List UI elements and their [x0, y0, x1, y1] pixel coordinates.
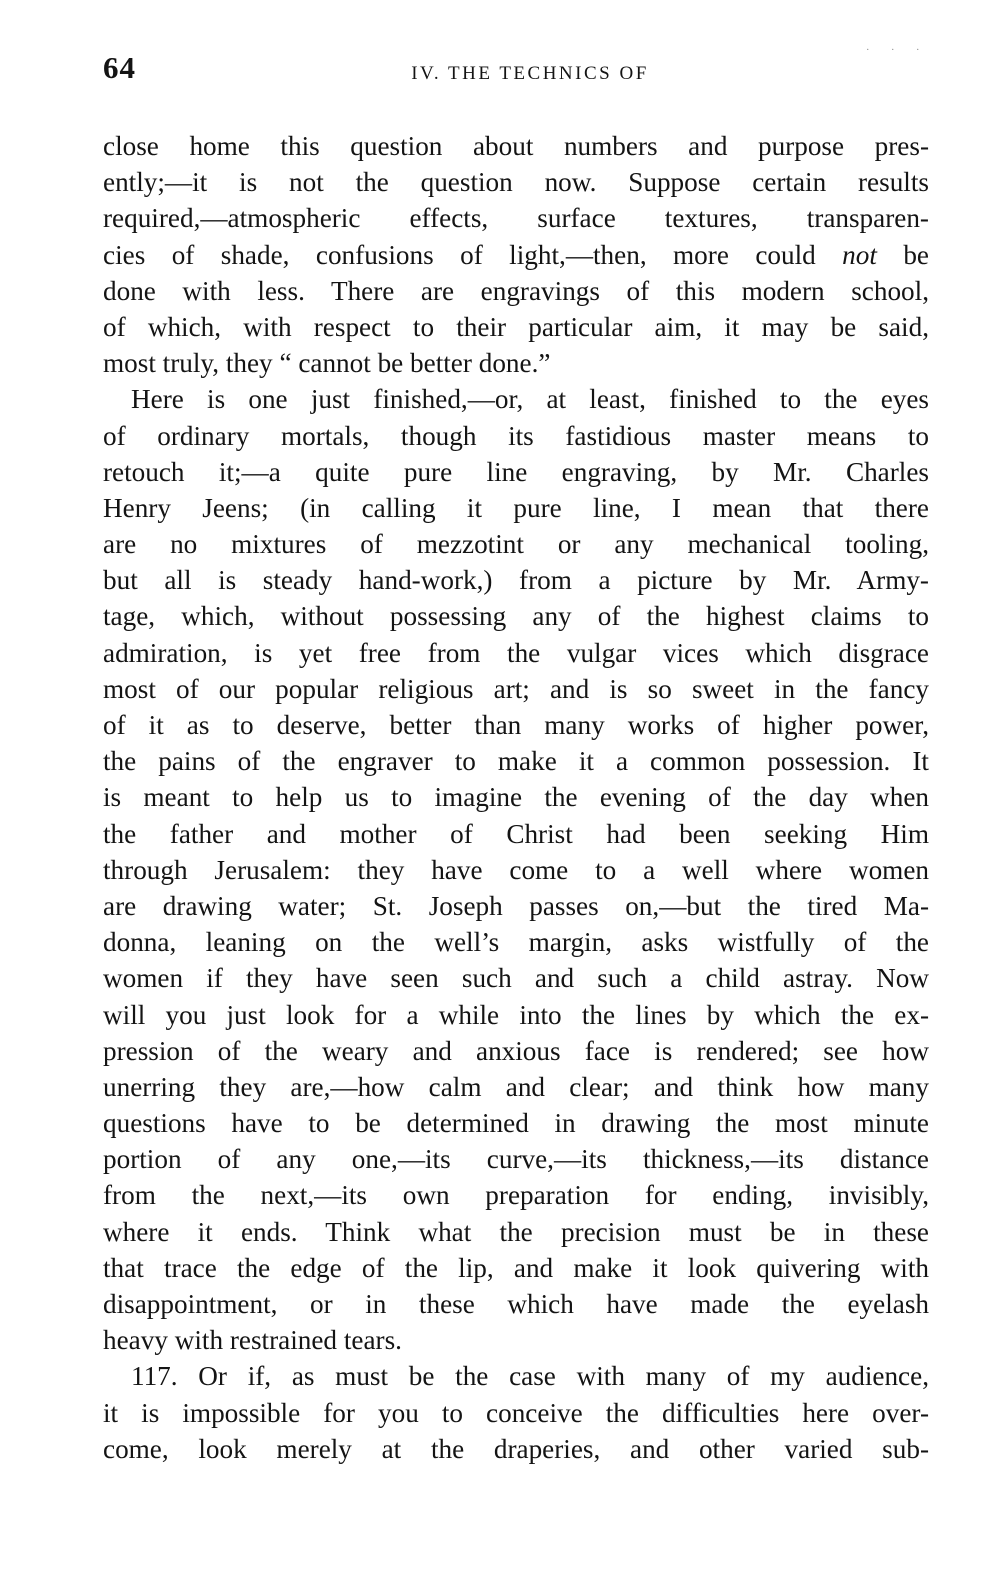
- corner-marks: . . .: [866, 42, 929, 53]
- text-line: most of our popular religious art; and is so sweet in the fancy: [103, 673, 929, 704]
- text-line: retouch it;—a quite pure line engraving, by Mr. Charles: [103, 456, 929, 487]
- paragraph-3: [103, 1358, 929, 1467]
- emphasis-not: not: [842, 239, 877, 270]
- text-line: are no mixtures of mezzotint or any mechanical tooling,: [103, 529, 929, 560]
- paragraph-2: [103, 381, 929, 1358]
- text-line: it is impossible for you to conceive the difficulties here over-: [103, 1397, 929, 1428]
- text-line: Henry Jeens; (in calling it pure line, I mean that there: [103, 492, 929, 523]
- running-head: [103, 42, 929, 94]
- page-number: 64: [103, 50, 136, 85]
- text-line: [103, 237, 929, 273]
- text-line: 117. Or if, as must be the case with many of my audience,: [131, 1361, 929, 1392]
- text-line: questions have to be determined in drawing the most minute: [103, 1108, 929, 1139]
- text-run: be: [876, 239, 929, 270]
- text-line: of which, with respect to their particular aim, it may be said,: [103, 311, 929, 342]
- text-line: through Jerusalem: they have come to a well where women: [103, 854, 929, 885]
- text-line: close home this question about numbers and purpose pres-: [103, 131, 929, 161]
- text-line: of it as to deserve, better than many works of higher power,: [103, 710, 929, 740]
- text-line: pression of the weary and anxious face is rendered; see how: [103, 1035, 929, 1066]
- text-line: unerring they are,—how calm and clear; and think how many: [103, 1071, 929, 1102]
- text-line: women if they have seen such and such a child astray. Now: [103, 963, 929, 994]
- text-line: will you just look for a while into the lines by which the ex-: [103, 999, 929, 1030]
- text-line: portion of any one,—its curve,—its thickness,—its distance: [103, 1144, 929, 1175]
- paragraph-1: [103, 128, 929, 381]
- text-line: is meant to help us to imagine the evening of the day when: [103, 782, 929, 813]
- body-text: [103, 128, 929, 1467]
- text-line: disappointment, or in these which have made the eyelash: [103, 1289, 929, 1319]
- text-line: required,—atmospheric effects, surface textures, transparen-: [103, 203, 929, 234]
- text-line: admiration, is yet free from the vulgar vices which disgrace: [103, 637, 929, 668]
- text-line: of ordinary mortals, though its fastidious master means to: [103, 420, 929, 451]
- text-line: heavy with restrained tears.: [103, 1325, 402, 1356]
- text-line: done with less. There are engravings of this modern school,: [103, 275, 929, 306]
- running-title: IV. THE TECHNICS OF: [411, 63, 649, 84]
- text-line: ently;—it is not the question now. Suppose certain results: [103, 167, 929, 198]
- text-line: are drawing water; St. Joseph passes on,—but the tired Ma-: [103, 890, 929, 921]
- text-line: the father and mother of Christ had been seeking Him: [103, 818, 929, 849]
- text-line: Here is one just finished,—or, at least, finished to the eyes: [131, 384, 929, 415]
- text-line: tage, which, without possessing any of the highest claims to: [103, 601, 929, 632]
- text-line: where it ends. Think what the precision must be in these: [103, 1216, 929, 1247]
- text-line: that trace the edge of the lip, and make it look quivering with: [103, 1252, 929, 1283]
- text-line: from the next,—its own preparation for ending, invisibly,: [103, 1180, 929, 1211]
- text-line: but all is steady hand-work,) from a picture by Mr. Army-: [103, 565, 929, 596]
- text-line: the pains of the engraver to make it a common possession. It: [103, 746, 929, 777]
- text-run: cies of shade, confusions of light,—then, more could: [103, 239, 843, 270]
- text-line: donna, leaning on the well’s margin, asks wistfully of the: [103, 927, 929, 958]
- text-line: come, look merely at the draperies, and other varied sub-: [103, 1433, 929, 1464]
- text-line: most truly, they “ cannot be better done.”: [103, 348, 551, 379]
